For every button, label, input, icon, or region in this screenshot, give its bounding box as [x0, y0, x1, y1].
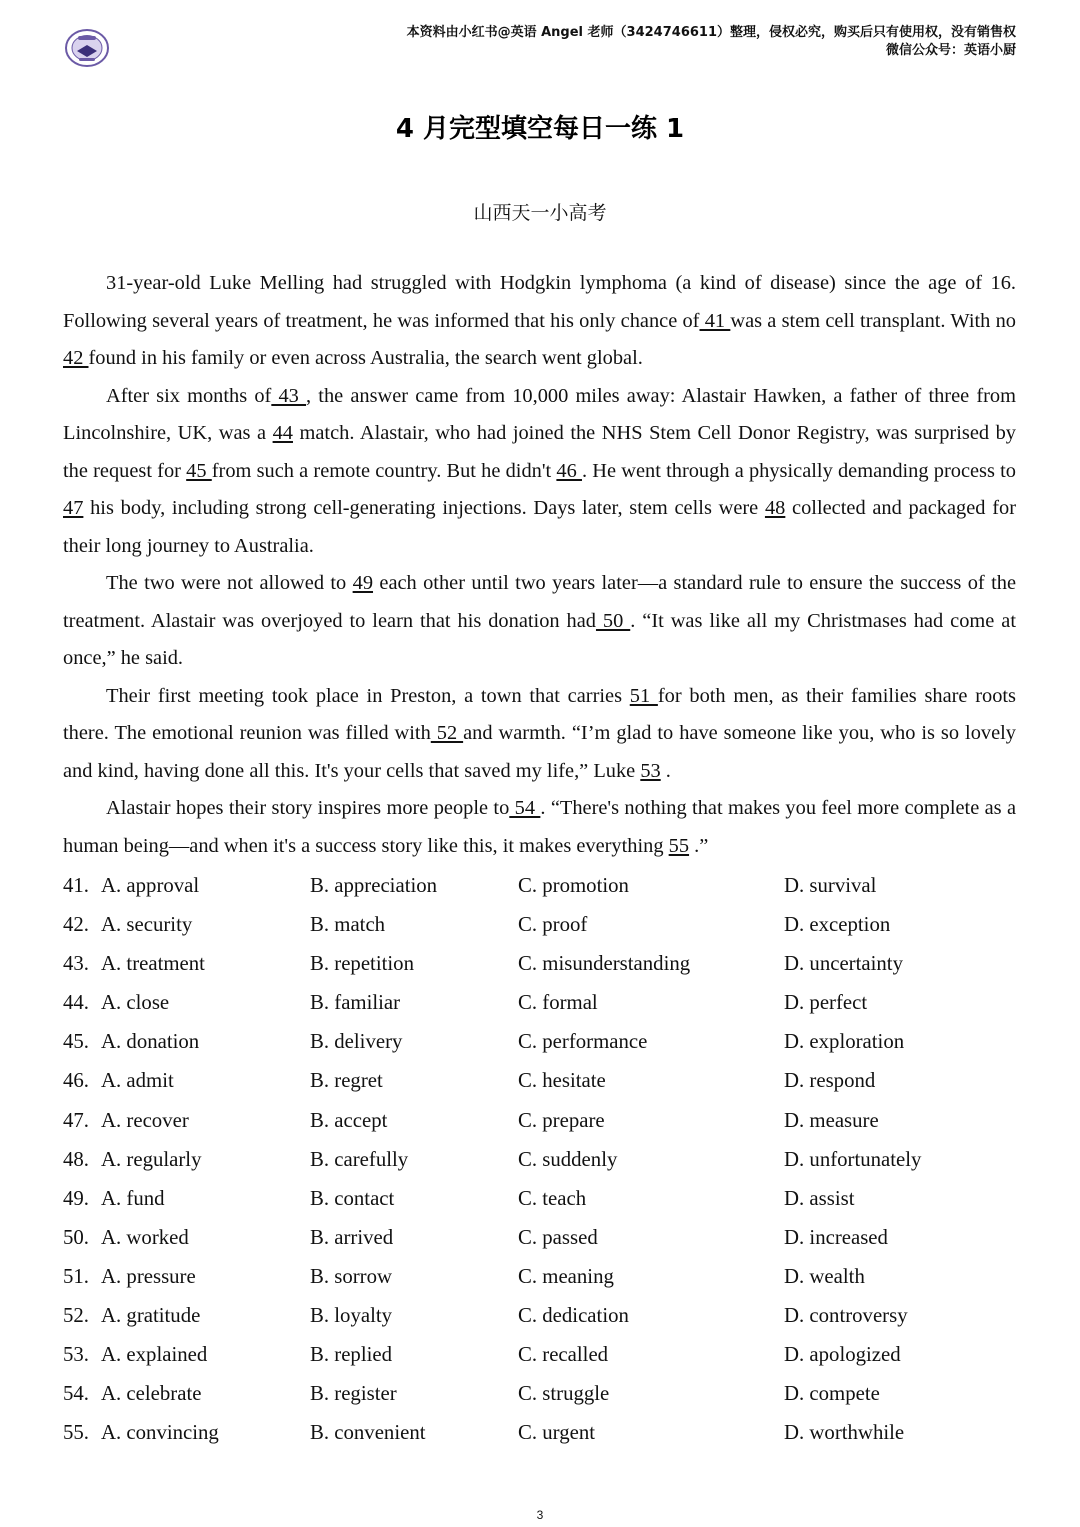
blank-number: 42	[63, 347, 89, 369]
blank-number: 51	[629, 684, 658, 707]
blank-number: 55	[668, 834, 690, 857]
question-number: 44.	[63, 991, 89, 1015]
passage-text: match. Alastair, who had joined the NHS Stem Cell Donor Registry, was surprised by the request for	[63, 422, 1016, 482]
option-b: B. accept	[310, 1108, 388, 1132]
question-option-row	[63, 1413, 1023, 1452]
option-b: B. register	[310, 1382, 397, 1406]
option-c: C. formal	[518, 991, 598, 1015]
option-c: C. meaning	[518, 1264, 614, 1288]
option-b: B. delivery	[310, 1030, 403, 1054]
passage-text: for both men, as their families share roots there. The emotional reunion was filled with	[63, 684, 1016, 744]
option-d: D. survival	[784, 874, 877, 897]
header-note	[256, 24, 1016, 60]
passage-text: .	[660, 759, 671, 782]
blank-number: 54	[509, 797, 541, 819]
option-c: C. suddenly	[518, 1147, 618, 1171]
option-a: A. approval	[101, 874, 200, 897]
option-c: C. struggle	[518, 1382, 610, 1406]
question-option-row	[63, 983, 1023, 1022]
passage-text: found in his family or even across Australia, the search went global.	[88, 347, 643, 369]
question-number: 45.	[63, 1030, 89, 1054]
option-a: A. treatment	[101, 952, 205, 976]
option-c: C. promotion	[518, 874, 629, 897]
option-d: D. apologized	[784, 1343, 901, 1367]
question-option-row	[63, 1101, 1023, 1140]
blank-number: 46	[556, 459, 582, 482]
option-a: A. worked	[101, 1225, 189, 1249]
option-d: D. uncertainty	[784, 952, 903, 976]
answer-options-list	[63, 866, 1023, 1452]
question-option-row	[63, 1140, 1023, 1179]
passage-text: Their first meeting took place in Preston, a town that carries	[106, 684, 630, 707]
option-d: D. perfect	[784, 991, 868, 1015]
passage-text: The two were not allowed to	[106, 572, 353, 594]
option-d: D. exploration	[784, 1030, 905, 1054]
option-c: C. proof	[518, 913, 588, 937]
option-b: B. contact	[310, 1186, 395, 1210]
passage-text: Alastair hopes their story inspires more people to	[106, 797, 510, 819]
question-number: 52.	[63, 1304, 89, 1328]
page-subtitle: 山西天一小高考	[473, 202, 607, 224]
option-b: B. loyalty	[310, 1304, 393, 1328]
option-c: C. teach	[518, 1186, 587, 1210]
question-number: 50.	[63, 1225, 89, 1249]
blank-number: 49	[352, 572, 374, 594]
option-b: B. regret	[310, 1069, 383, 1093]
option-a: A. explained	[101, 1343, 208, 1367]
option-c: C. dedication	[518, 1304, 629, 1328]
blank-number: 45	[186, 459, 212, 482]
option-d: D. worthwhile	[784, 1421, 905, 1445]
question-option-row	[63, 866, 1023, 905]
question-number: 54.	[63, 1382, 89, 1406]
question-option-row	[63, 1179, 1023, 1218]
option-a: A. gratitude	[101, 1304, 201, 1328]
question-option-row	[63, 905, 1023, 944]
question-number: 49.	[63, 1186, 89, 1210]
option-b: B. replied	[310, 1343, 393, 1367]
question-number: 42.	[63, 913, 89, 937]
passage-text: , the answer came from 10,000 miles away: Alastair Hawken, a father of three from Lincolnshire, UK, was a	[63, 384, 1016, 444]
blank-number: 50	[595, 609, 631, 632]
passage-text: his body, including strong cell-generating injections. Days later, stem cells were	[83, 497, 765, 519]
question-number: 51.	[63, 1264, 89, 1288]
passage-text: . “There's nothing that makes you feel more complete as a human being—and when it's a success story like this, it makes everything	[63, 797, 1016, 857]
option-b: B. repetition	[310, 952, 414, 976]
option-a: A. donation	[101, 1030, 200, 1054]
question-option-row	[63, 1061, 1023, 1100]
cloze-passage	[63, 265, 1016, 865]
question-option-row	[63, 1257, 1023, 1296]
question-number: 43.	[63, 952, 89, 976]
blank-number: 48	[764, 497, 786, 519]
question-option-row	[63, 1335, 1023, 1374]
header-wechat-line: 微信公众号：英语小厨	[885, 43, 1016, 58]
question-number: 48.	[63, 1147, 89, 1171]
question-option-row	[63, 1296, 1023, 1335]
school-badge-icon	[64, 28, 110, 68]
option-b: B. sorrow	[310, 1264, 393, 1288]
passage-paragraph	[63, 790, 1016, 865]
question-number: 41.	[63, 874, 89, 897]
passage-text: . He went through a physically demanding process to	[581, 459, 1016, 482]
passage-text: from such a remote country. But he didn't	[211, 459, 557, 482]
blank-number: 47	[63, 497, 84, 519]
question-option-row	[63, 1218, 1023, 1257]
option-a: A. convincing	[101, 1421, 219, 1445]
option-d: D. assist	[784, 1186, 855, 1210]
option-d: D. controversy	[784, 1304, 908, 1328]
option-c: C. prepare	[518, 1108, 605, 1132]
option-d: D. exception	[784, 913, 891, 937]
page-title: 4 月完型填空每日一练 1	[395, 114, 685, 144]
passage-text: .”	[689, 834, 709, 857]
passage-paragraph	[63, 378, 1016, 566]
option-a: A. security	[101, 913, 193, 937]
question-option-row	[63, 944, 1023, 983]
option-b: B. arrived	[310, 1225, 394, 1249]
option-b: B. carefully	[310, 1147, 409, 1171]
option-c: C. performance	[518, 1030, 648, 1054]
question-number: 47.	[63, 1108, 89, 1132]
option-d: D. unfortunately	[784, 1147, 922, 1171]
option-d: D. increased	[784, 1225, 888, 1249]
passage-text: . “It was like all my Christmases had come at once,” he said.	[63, 609, 1016, 669]
option-a: A. fund	[101, 1186, 165, 1210]
blank-number: 52	[430, 722, 464, 744]
option-c: C. recalled	[518, 1343, 609, 1367]
passage-paragraph	[63, 678, 1016, 791]
option-a: A. close	[101, 991, 170, 1015]
passage-text: each other until two years later—a standard rule to ensure the success of the treatment. Alastair was overjoyed to learn that his donation had	[63, 572, 1016, 632]
option-c: C. hesitate	[518, 1069, 606, 1093]
option-a: A. recover	[101, 1108, 189, 1132]
blank-number: 53	[640, 759, 661, 782]
option-a: A. admit	[101, 1069, 174, 1093]
passage-text: 31-year-old Luke Melling had struggled with Hodgkin lymphoma (a kind of disease) since the age of 16. Following several years of treatment, he was informed that his only chance of	[63, 272, 1016, 332]
option-c: C. passed	[518, 1225, 598, 1249]
option-d: D. wealth	[784, 1264, 865, 1288]
question-option-row	[63, 1022, 1023, 1061]
question-number: 46.	[63, 1069, 89, 1093]
passage-paragraph	[63, 565, 1016, 678]
page-number: 3	[536, 1508, 544, 1522]
option-a: A. pressure	[101, 1264, 196, 1288]
option-b: B. convenient	[310, 1421, 426, 1445]
question-option-row	[63, 1374, 1023, 1413]
option-a: A. celebrate	[101, 1382, 202, 1406]
option-b: B. match	[310, 913, 386, 937]
option-d: D. compete	[784, 1382, 880, 1406]
option-a: A. regularly	[101, 1147, 202, 1171]
passage-text: was a stem cell transplant. With no	[730, 309, 1016, 332]
passage-text: collected and packaged for their long journey to Australia.	[63, 497, 1016, 557]
blank-number: 44	[272, 422, 293, 444]
option-d: D. respond	[784, 1069, 876, 1093]
option-c: C. urgent	[518, 1421, 596, 1445]
passage-text: After six months of	[106, 384, 272, 407]
option-b: B. appreciation	[310, 874, 438, 897]
passage-paragraph	[63, 265, 1016, 378]
question-number: 53.	[63, 1343, 89, 1367]
option-d: D. measure	[784, 1108, 879, 1132]
question-number: 55.	[63, 1421, 89, 1445]
blank-number: 41	[699, 309, 731, 332]
passage-text: and warmth. “I’m glad to have someone like you, who is so lovely and kind, having done all this. It's your cells that saved my life,” Luke	[63, 722, 1016, 782]
header-copyright-line: 本资料由小红书@英语 Angel 老师（3424746611）整理，侵权必究，购买后只有使用权，没有销售权	[406, 25, 1016, 40]
blank-number: 43	[271, 384, 307, 407]
option-c: C. misunderstanding	[518, 952, 691, 976]
option-b: B. familiar	[310, 991, 401, 1015]
